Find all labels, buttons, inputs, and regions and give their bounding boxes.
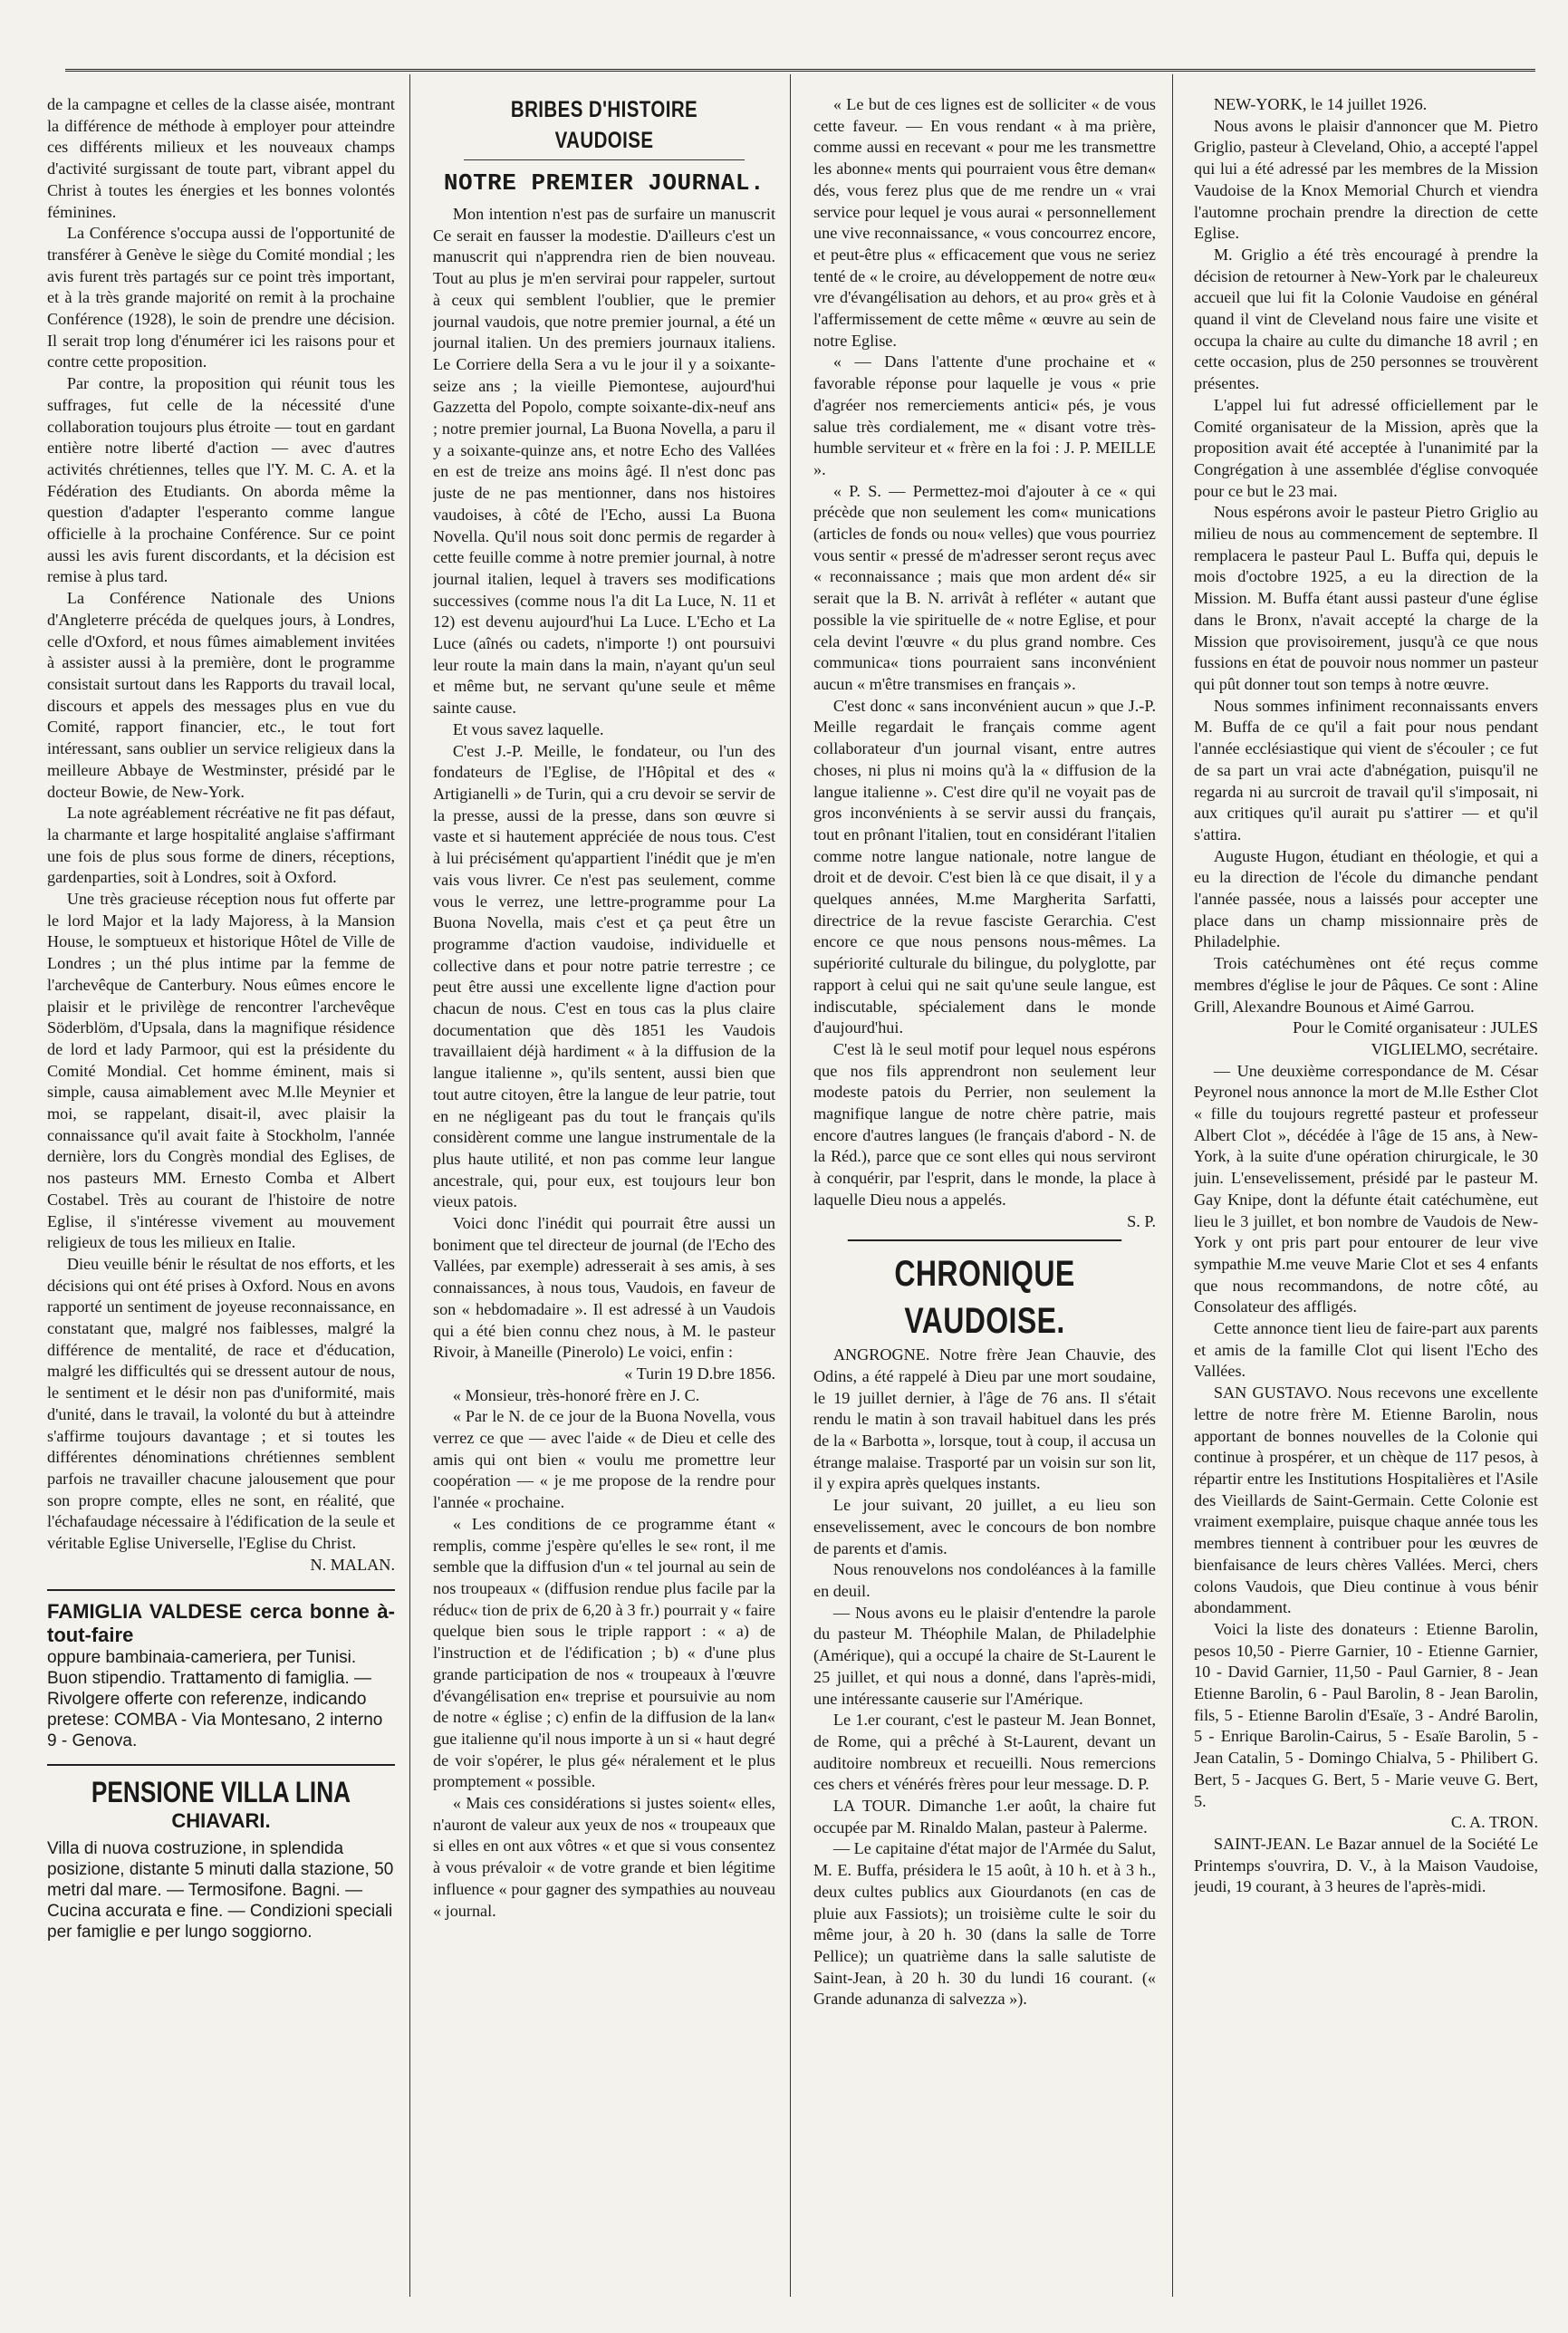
column-divider bbox=[790, 74, 791, 2297]
classified-ad-famiglia bbox=[47, 1589, 395, 1751]
column-4 bbox=[1194, 94, 1538, 2279]
ad-body: oppure bambinaia-cameriera, per Tunisi. Buon stipendio. Trattamento di famiglia. — Rivolgere offerte con referenze, indicando pretese: COMBA - Via Montesano, 2 interno 9 - Genova. bbox=[47, 1647, 383, 1750]
column-3 bbox=[813, 94, 1156, 2279]
paragraph: « Le but de ces lignes est de solliciter « de vous cette faveur. — En vous rendant « à ma prière, comme aussi en recevant « pour me les transmettre les abonne« ments qui pourraient vous être deman« dés, vous ferez plus que de me rendre un « vrai service pour lequel je vous aurai « personnellement une vive reconnaissance, « vous concourrez encore, et peut-être plus « efficacement que vous ne seriez tenté de « le croire, au développement de notre œu« vre d'évangélisation au dehors, et au pro« grès et à l'affermissement de cette même « œuvre au sein de notre Eglise. bbox=[813, 95, 1156, 350]
paragraph: La Conférence Nationale des Unions d'Angleterre précéda de quelques jours, à Londres, celle d'Oxford, et nous fûmes aimablement invitées à assister aussi à la première, dont le programme consistait surtout dans les Rapports du travail local, discours et appels des messages plus en vue du Comité, rapport financier, etc., le tout fort intéressant, sans oublier un service religieux dans la meilleure Abbaye de Westminster, présidé par le docteur Bowie, de New-York. bbox=[47, 589, 395, 801]
author-signature: Pour le Comité organisateur : JULES VIGLIELMO, secrétaire. bbox=[1293, 1018, 1538, 1058]
column-divider bbox=[1172, 74, 1173, 2297]
news-item: Le 1.er courant, c'est le pasteur M. Jean Bonnet, de Rome, qui a prêché à St-Laurent, devant un auditoire nombreux et recueilli. Nous remercions ces chers et vénérés frères pour leur message. D. P. bbox=[813, 1711, 1156, 1794]
news-item: — Nous avons eu le plaisir d'entendre la parole du pasteur M. Théophile Malan, de Philadelphie (Amérique), qui a occupé la chaire de St-Laurent le 25 juillet, et qui nous a donné, dans l'après-midi, une intéressante causerie sur l'Amérique. bbox=[813, 1603, 1156, 1708]
section-title: CHRONIQUE VAUDOISE. bbox=[848, 1239, 1121, 1345]
ad-body: Villa di nuova costruzione, in splendida posizione, distante 5 minuti dalla stazione, 50 metri dal mare. — Termosifone. Bagni. — Cucina accurata e fine. — Condizioni speciali per famiglie e per lungo soggiorno. bbox=[47, 1838, 394, 1942]
section-title: BRIBES D'HISTOIRE VAUDOISE bbox=[464, 94, 745, 160]
paragraph: C'est donc « sans inconvénient aucun » que J.-P. Meille regardait le français comme agent collaborateur d'un journal visant, entre autres choses, ni plus ni moins qu'à la « diffusion de la langue italienne ». C'est dire qu'il ne voyait pas de gros inconvénients à se servir aussi du français, tout en prônant l'italien, tout en considérant l'italien comme notre langue nationale, notre langue de droit et de devoir. C'est bien là ce que disait, il y a quelques années, M.me Margherita Sarfatti, directrice de la revue fasciste Gerarchia. C'est encore ce que nous pensons nous-mêmes. La supériorité culturale du bilingue, du polyglotte, par rapport à celui qui ne sait qu'une seule langue, est indiscutable, spécialement dans le monde d'aujourd'hui. bbox=[813, 696, 1156, 1037]
paragraph: Nous sommes infiniment reconnaissants envers M. Buffa de ce qu'il a fait pour nous pendant l'année ecclésiastique qui vient de s'écouler ; ce fut de sa part un vrai acte d'abnégation, puisqu'il ne regarda ni au surcroit de travail qu'il s'imposait, ni aux critiques qu'il aurait pu s'attirer — et qu'il s'attira. bbox=[1194, 696, 1538, 844]
news-item: Le jour suivant, 20 juillet, a eu lieu son ensevelissement, avec le concours de bon nombre de parents et d'amis. bbox=[813, 1496, 1156, 1557]
ad-headline: FAMIGLIA VALDESE cerca bonne à-tout-faire bbox=[47, 1599, 395, 1646]
news-item: SAN GUSTAVO. Nous recevons une excellente lettre de notre frère M. Etienne Barolin, nous apportant de bonnes nouvelles de la Colonie qui continue à prospérer, et un chèque de 117 pesos, à répartir entre les Institutions Hospitalières et l'Asile des Vieillards de Saint-Germain. Cette Colonie est vraiment exemplaire, puisque chaque année tous les membres tiennent à contribuer pour les œuvres de bienfaisance de leurs chères Vallées. Merci, chers colons Vaudois, que Dieu continue à vous bénir abondamment. bbox=[1194, 1383, 1538, 1617]
paragraph: Une très gracieuse réception nous fut offerte par le lord Major et la lady Majoress, à la Mansion House, le somptueux et historique Hôtel de Ville de Londres ; un thé plus intime par la femme de l'archevêque de Canterbury. Nous eûmes encore le plaisir et le privilège de rencontrer l'archevêque Söderblöm, d'Upsala, dans la magnifique résidence de lord et lady Parmoor, qui est la présidente du Comité Mondial. Cet homme éminent, mais si simple, causa aimablement avec M.lle Meynier et moi, se rappelant, disait-il, avec plaisir la connaissance qu'il avait faite à Stockholm, l'année dernière, lors du Congrès mondial des Eglises, de nos pasteurs MM. Ernesto Comba et Albert Costabel. Très au courant de l'histoire de notre Eglise, il s'intéresse vivement au mouvement religieux de tous les milieux en Italie. bbox=[47, 890, 395, 1252]
news-item: LA TOUR. Dimanche 1.er août, la chaire fut occupée par M. Rinaldo Malan, pasteur à Palerme. bbox=[813, 1797, 1156, 1837]
paragraph: La note agréablement récréative ne fit pas défaut, la charmante et large hospitalité anglaise s'affirmant une fois de plus sous forme de diners, réceptions, gardenparties, soit à Londres, soit à Oxford. bbox=[47, 804, 395, 887]
paragraph: « Les conditions de ce programme étant « remplis, comme j'espère qu'elles le se« ront, il me semble que la diffusion d'un « tel journal au sein de nos troupeaux « (diffusion rendue plus facile par la réduc« tion de prix de 6,20 à 3 fr.) pourrait y « faire quelque bien sous le triple rapport : « a) de l'instruction et de l'édification ; b) « d'une plus grande participation de nos « troupeaux à l'œuvre d'évangélisation en« treprise et poursuivie au nom de notre « église ; c) enfin de la diffusion de la lan« gue italienne qu'il nous importe à un si « haut degré de voir s'opérer, le plus gé« néralement et le plus promptement « possible. bbox=[433, 1514, 775, 1791]
paragraph: C'est là le seul motif pour lequel nous espérons que nos fils apprendront non seulement leur modeste patois du Perrier, non seulement la magnifique langue de notre chère patrie, mais encore d'autres langues (le français d'abord - N. de la Réd.), parce que ce sont elles qui nous serviront à conquérir, par l'esprit, dans le monde, la place à laquelle Dieu nous a appelés. bbox=[813, 1039, 1156, 1209]
paragraph: Et vous savez laquelle. bbox=[452, 719, 604, 738]
paragraph: « Monsieur, très-honoré frère en J. C. bbox=[452, 1385, 700, 1404]
paragraph: de la campagne et celles de la classe aisée, montrant la différence de méthode à employer pour atteindre ces différents milieux et les nouveaux champs d'activité surgissant de toute part, vibrant appel du Christ à toutes les énergies et les bonnes volontés féminines. bbox=[47, 95, 395, 221]
paragraph: M. Griglio a été très encouragé à prendre la décision de retourner à New-York par le chaleureux accueil que lui fit la Colonie Vaudoise en général quand il vint de Cleveland nous faire une visite et occupa la chaire au culte du dimanche 18 avril ; en cette occasion, plus de 250 personnes se trouvèrent présentes. bbox=[1194, 245, 1538, 393]
news-item: ANGROGNE. Notre frère Jean Chauvie, des Odins, a été rappelé à Dieu par une mort soudaine, le 19 juillet dernier, à l'âge de 76 ans. Il s'était rendu le matin à son travail habituel dans les prés de la « Barbotta », lorsque, tout à coup, il accusa un étrange malaise. Trasporté par un voisin sur son lit, il y expira après quelques instants. bbox=[813, 1345, 1156, 1493]
paragraph: Auguste Hugon, étudiant en théologie, et qui a eu la direction de l'école du dimanche pendant l'année passée, nous a laissés pour accepter une place dans un champ missionnaire près de Philadelphie. bbox=[1194, 846, 1538, 951]
donor-list: Voici la liste des donateurs : Etienne Barolin, pesos 10,50 - Pierre Garnier, 10 - Etienne Garnier, 10 - David Garnier, 11,50 - Paul Garnier, 8 - Jean Etienne Barolin, 6 - Paul Barolin, 8 - Jean Barolin, fils, 5 - Etienne Barolin d'Esaïe, 3 - André Barolin, 5 - Enrique Barolin-Cairus, 5 - Esaïe Barolin, 5 - Jean Catalin, 5 - Domingo Chialva, 5 - Philibert G. Bert, 5 - Jacques G. Bert, 5 - Marie veuve G. Bert, 5. bbox=[1194, 1619, 1538, 1810]
paragraph: C'est J.-P. Meille, le fondateur, ou l'un des fondateurs de l'Eglise, de l'Hôpital et des « Artigianelli » de Turin, qui a cru devoir se servir de la presse, aussi de la presse, dans son œuvre si vaste et si hautement appréciée de nous tous. C'est à lui précisément qu'appartient l'inédit que je m'en vais vous livrer. Ce n'est pas seulement, comme vous le verrez, une lettre-programme pour La Buona Novella, mais c'est et ça peut être un programme d'action vaudoise, individuelle et collective dans et pour notre patrie terrestre ; ce peut être aussi une excellente ligne d'action pour chacun de nous. C'est en tous cas la plus claire documentation que dès 1851 les Vaudois travaillaient déjà hardiment « à la diffusion de la langue italienne », qu'ils sentent, aussi bien que tout autre citoyen, être la langue de leur patrie, tout en ne négligeant pas du tout le français qu'ils considèrent comme une langue instrumentale de la plus haute utilité, et non pas comme leur langue ancestrale, qui, pour eux, est toujours leur bon vieux patois. bbox=[433, 741, 775, 1211]
dateline: NEW-YORK, le 14 juillet 1926. bbox=[1213, 95, 1428, 113]
article-title: NOTRE PREMIER JOURNAL. bbox=[443, 169, 765, 197]
column-2 bbox=[433, 94, 775, 2279]
column-divider bbox=[409, 74, 410, 2297]
top-rule bbox=[65, 69, 1535, 72]
author-signature: N. MALAN. bbox=[310, 1555, 395, 1574]
paragraph: Par contre, la proposition qui réunit tous les suffrages, fut celle de la nécessité d'une collaboration toujours plus étroite — tout en gardant entière notre liberté d'action — avec d'autres activités chrétiennes, telles que l'Y. M. C. A. et la Fédération des Etudiants. On aborda même la question d'adapter l'esperanto comme langue officielle à la prochaine Conférence. Sur ce point aussi les avis furent discordants, et la décision est remise à plus tard. bbox=[47, 374, 395, 586]
letter-date: « Turin 19 D.bre 1856. bbox=[624, 1364, 775, 1383]
ad-title: PENSIONE VILLA LINA bbox=[91, 1775, 351, 1808]
news-item: — Le capitaine d'état major de l'Armée du Salut, M. E. Buffa, présidera le 15 août, à 10 h. et à 3 h., deux cultes publics aux Giourdanots (en cas de pluie aux Fassiots); un troisième culte le soir du même jour, à 20 h. 30 (dans la salle de Torre Pellice); un quatrième dans la salle salutiste de Saint-Jean, à 20 h. 30 du lundi 16 courant. (« Grande adunanza di salvezza »). bbox=[813, 1839, 1156, 2009]
paragraph: Nous espérons avoir le pasteur Pietro Griglio au milieu de nous au commencement de septembre. Il remplacera le pasteur Paul L. Buffa qui, depuis le mois d'octobre 1925, a eu la direction de la Mission. M. Buffa étant aussi pasteur d'une église dans le Bronx, n'avait accepté la charge de la Mission que provisoirement, jusqu'à ce que nous fussions en état de pouvoir nous nommer un pasteur qui pût donner tout son temps à notre œuvre. bbox=[1194, 503, 1538, 693]
news-item: SAINT-JEAN. Le Bazar annuel de la Société Le Printemps s'ouvrira, D. V., à la Maison Vaudoise, jeudi, 19 courant, à 3 heures de l'après-midi. bbox=[1194, 1834, 1538, 1896]
paragraph: Mon intention n'est pas de surfaire un manuscrit Ce serait en fausser la modestie. D'ailleurs c'est un manuscrit qui n'apprendra rien de bien nouveau. Tout au plus je m'en servirai pour rappeler, surtout à ceux qui semblent l'oublier, que le premier journal vaudois, que notre premier journal, a été un journal italien. Un des premiers journaux italiens. Le Corriere della Sera a vu le jour il y a soixante-seize ans ; la vieille Piemontese, aujourd'hui Gazzetta del Popolo, compte soixante-dix-neuf ans ; notre premier journal, La Buona Novella, a paru il y a soixante-quinze ans, et notre Echo des Vallées en est de treize ans moins âgé. Il n'est donc pas juste de ne pas mentionner, dans nos histoires vaudoises, à côté de l'Echo, aussi La Buona Novella. Qu'il nous soit donc permis de regarder à cette feuille comme à notre premier journal, à notre journal italien, lequel à travers ses modifications successives (comme nous l'a dit La Luce, N. 11 et 12) est devenu aujourd'hui La Luce. L'Echo et La Luce (aînés ou cadets, n'importe !) ont poursuivi leur route la main dans la main, n'ayant qu'un seul et même but, ne servant qu'une seule et même sainte cause. bbox=[433, 205, 775, 718]
paragraph: — Une deuxième correspondance de M. César Peyronel nous annonce la mort de M.lle Esther Clot « fille du toujours regretté pasteur et professeur Albert Clot », décédée à l'âge de 15 ans, à New-York, à la suite d'une opération chirurgicale, le 30 juin. L'ensevelissement, présidé par le pasteur M. Gay Knipe, dont la défunte était catéchumène, eut lieu le 3 juillet, et bon nombre de Vaudois de New-York y ont pris part pour entourer de leur vive sympathie M.me veuve Marie Clot et ses 4 enfants que nous recommandons, de notre côté, au Consolateur des affligés. bbox=[1194, 1061, 1538, 1316]
author-signature: C. A. TRON. bbox=[1450, 1813, 1538, 1832]
paragraph: Cette annonce tient lieu de faire-part aux parents et amis de la famille Clot qui lisent l'Echo des Vallées. bbox=[1194, 1319, 1538, 1381]
paragraph: « Par le N. de ce jour de la Buona Novella, vous verrez ce que — avec l'aide « de Dieu et celle des amis qui ont bien « voulu me promettre leur coopération — « je me propose de la rendre pour l'année « prochaine. bbox=[433, 1407, 775, 1512]
paragraph: L'appel lui fut adressé officiellement par le Comité organisateur de la Mission, après que la proposition avait été acceptée à l'unanimité par la Congrégation à une assemblée d'église convoquée pour ce but le 23 mai. bbox=[1194, 395, 1538, 500]
paragraph: Trois catéchumènes ont été reçus comme membres d'église le jour de Pâques. Ce sont : Aline Grill, Alexandre Bounous et Aimé Garrou. bbox=[1194, 954, 1538, 1016]
news-item: Nous renouvelons nos condoléances à la famille en deuil. bbox=[813, 1560, 1156, 1600]
paragraph: Nous avons le plaisir d'annoncer que M. Pietro Griglio, pasteur à Cleveland, Ohio, a accepté l'appel qui lui a été adressé par les membres de la Mission Vaudoise de la Knox Memorial Church et viendra l'automne prochain prendre la direction de cette Eglise. bbox=[1194, 116, 1538, 243]
paragraph: « P. S. — Permettez-moi d'ajouter à ce « qui précède que non seulement les com« munications (articles de fonds ou nou« velles) que vous pourriez vous sentir « pressé de m'adresser seront reçus avec « reconnaissance ; mais que mon ardent dé« sir serait que la B. N. arrivât à refléter « autant que possible la vie spirituelle de « notre Eglise, et pour cela devint l'œuvre « du plus grand nombre. Ces communica« tions pourraient sans inconvénient aucun « m'être transmises en français ». bbox=[813, 481, 1156, 693]
classified-ad-pensione bbox=[47, 1764, 395, 1943]
author-signature: S. P. bbox=[1127, 1211, 1156, 1230]
paragraph: Voici donc l'inédit qui pourrait être aussi un boniment que tel directeur de journal (de l'Echo des Vallées, par exemple) adresserait à ses amis, à ses connaissances, à nous tous, Vaudois, en faveur de son « hebdomadaire ». Il est adressé à un Vaudois qui a été bien connu chez nous, à M. le pasteur Rivoir, à Maneille (Pinerolo) Le voici, enfin : bbox=[433, 1214, 775, 1362]
paragraph: « Mais ces considérations si justes soient« elles, n'auront de valeur aux yeux de nos « troupeaux que si elles en ont aux vôtres « et que si vous consentez à vous prévaloir « de votre grande et bien légitime influence « pour gagner des sympathies au nouveau « journal. bbox=[433, 1794, 775, 1920]
ad-subtitle: CHIAVARI. bbox=[171, 1808, 271, 1832]
column-1 bbox=[47, 94, 395, 2279]
paragraph: « — Dans l'attente d'une prochaine et « favorable réponse pour laquelle je vous « prie d'agréer nos remerciements antici« pés, je vous salue très cordialement, me « disant votre très-humble serviteur et « frère en la foi : J. P. MEILLE ». bbox=[813, 352, 1156, 478]
paragraph: Dieu veuille bénir le résultat de nos efforts, et les décisions qui ont été prises à Oxford. Nous en avons rapporté un sentiment de joyeuse reconnaissance, en constatant que, malgré nos faiblesses, malgré la différence de mentalité, de race et d'éducation, malgré les difficultés qui se dressent autour de nous, le sentiment et le désir non pas d'uniformité, mais d'unité, dans le travail, la volonté du but à atteindre s'affirme toujours davantage ; et si toutes les différentes dénominations chrétiennes semblent parfois ne travailler chacune jalousement que pour son propre compte, elles ne sont, en réalité, que l'échafaudage nécessaire à l'édification de la seule et véritable Eglise Universelle, l'Eglise du Christ. bbox=[47, 1254, 395, 1553]
paragraph: La Conférence s'occupa aussi de l'opportunité de transférer à Genève le siège du Comité mondial ; les avis furent très partagés sur ce point très important, et à la très grande majorité on remit à la prochaine Conférence (1928), le soin de prendre une décision. Il serait trop long d'énumérer ici les raisons pour et contre cette proposition. bbox=[47, 224, 395, 371]
